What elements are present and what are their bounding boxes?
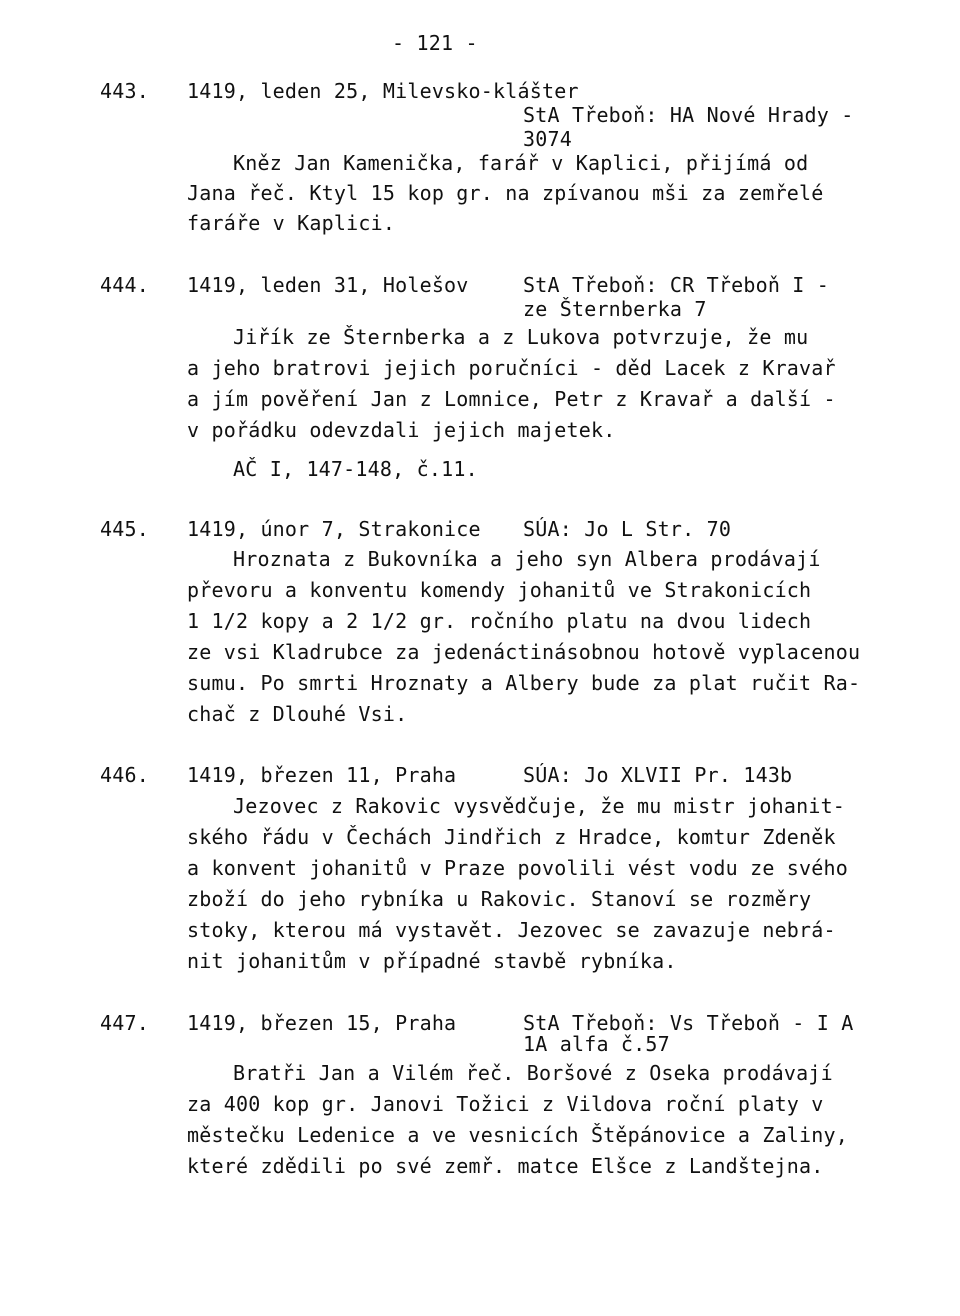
entry-header: 1419, březen 11, Praha <box>187 763 457 787</box>
entry-text-line: sumu. Po smrti Hroznaty a Albery bude za plat ručit Ra- <box>187 671 861 695</box>
entry-number: 443. <box>100 79 149 103</box>
archive-reference: 1A alfa č.57 <box>523 1032 670 1056</box>
entry-text-line: zboží do jeho rybníka u Rakovic. Stanoví se rozměry <box>187 887 812 911</box>
entry-text-line: nit johanitům v případné stavbě rybníka. <box>187 949 677 973</box>
archive-reference: StA Třeboň: CR Třeboň I - <box>523 273 830 297</box>
entry-text-line: Bratři Jan a Vilém řeč. Boršové z Oseka prodávají <box>233 1061 833 1085</box>
entry-text-line: Jezovec z Rakovic vysvědčuje, že mu mistr johanit- <box>233 794 846 818</box>
entry-text-line: stoky, kterou má vystavět. Jezovec se zavazuje nebrá- <box>187 918 836 942</box>
entry-text-line: za 400 kop gr. Janovi Tožici z Vildova roční platy v <box>187 1092 824 1116</box>
entry-text-line: městečku Ledenice a ve vesnicích Štěpánovice a Zaliny, <box>187 1123 849 1147</box>
entry-text-line: převoru a konventu komendy johanitů ve Strakonicích <box>187 578 812 602</box>
entry-header: 1419, únor 7, Strakonice <box>187 517 481 541</box>
entry-text-line: Kněz Jan Kamenička, farář v Kaplici, přijímá od <box>233 151 809 175</box>
entry-text-line: v pořádku odevzdali jejich majetek. <box>187 418 616 442</box>
entry-header: 1419, leden 25, Milevsko-klášter <box>187 79 579 103</box>
entry-text-line: které zdědili po své zemř. matce Elšce z Landštejna. <box>187 1154 824 1178</box>
entry-number: 447. <box>100 1011 149 1035</box>
page-number: - 121 - <box>392 31 478 55</box>
entry-text-line: Jiřík ze Šternberka a z Lukova potvrzuje, že mu <box>233 325 809 349</box>
archive-reference: StA Třeboň: HA Nové Hrady - <box>523 103 854 127</box>
archive-reference: SÚA: Jo XLVII Pr. 143b <box>523 763 793 787</box>
entry-header: 1419, březen 15, Praha <box>187 1011 457 1035</box>
literature-reference: AČ I, 147-148, č.11. <box>233 457 478 481</box>
entry-text-line: chač z Dlouhé Vsi. <box>187 702 408 726</box>
entry-text-line: ze vsi Kladrubce za jedenáctinásobnou hotově vyplacenou <box>187 640 861 664</box>
entry-number: 445. <box>100 517 149 541</box>
entry-text-line: a konvent johanitů v Praze povolili vést vodu ze svého <box>187 856 849 880</box>
entry-text-line: ského řádu v Čechách Jindřich z Hradce, komtur Zdeněk <box>187 825 836 849</box>
entry-text-line: 1 1/2 kopy a 2 1/2 gr. ročního platu na dvou lidech <box>187 609 812 633</box>
entry-text-line: a jeho bratrovi jejich poručníci - děd Lacek z Kravař <box>187 356 836 380</box>
entry-number: 446. <box>100 763 149 787</box>
archive-reference: StA Třeboň: Vs Třeboň - I A <box>523 1011 854 1035</box>
archive-reference: 3074 <box>523 127 572 151</box>
entry-text-line: Hroznata z Bukovníka a jeho syn Albera prodávají <box>233 547 821 571</box>
archive-reference: ze Šternberka 7 <box>523 297 707 321</box>
entry-text-line: a jím pověření Jan z Lomnice, Petr z Kravař a další - <box>187 387 836 411</box>
archive-reference: SÚA: Jo L Str. 70 <box>523 517 732 541</box>
entry-text-line: Jana řeč. Ktyl 15 kop gr. na zpívanou mši za zemřelé <box>187 181 824 205</box>
entry-number: 444. <box>100 273 149 297</box>
entry-text-line: faráře v Kaplici. <box>187 211 396 235</box>
entry-header: 1419, leden 31, Holešov <box>187 273 469 297</box>
